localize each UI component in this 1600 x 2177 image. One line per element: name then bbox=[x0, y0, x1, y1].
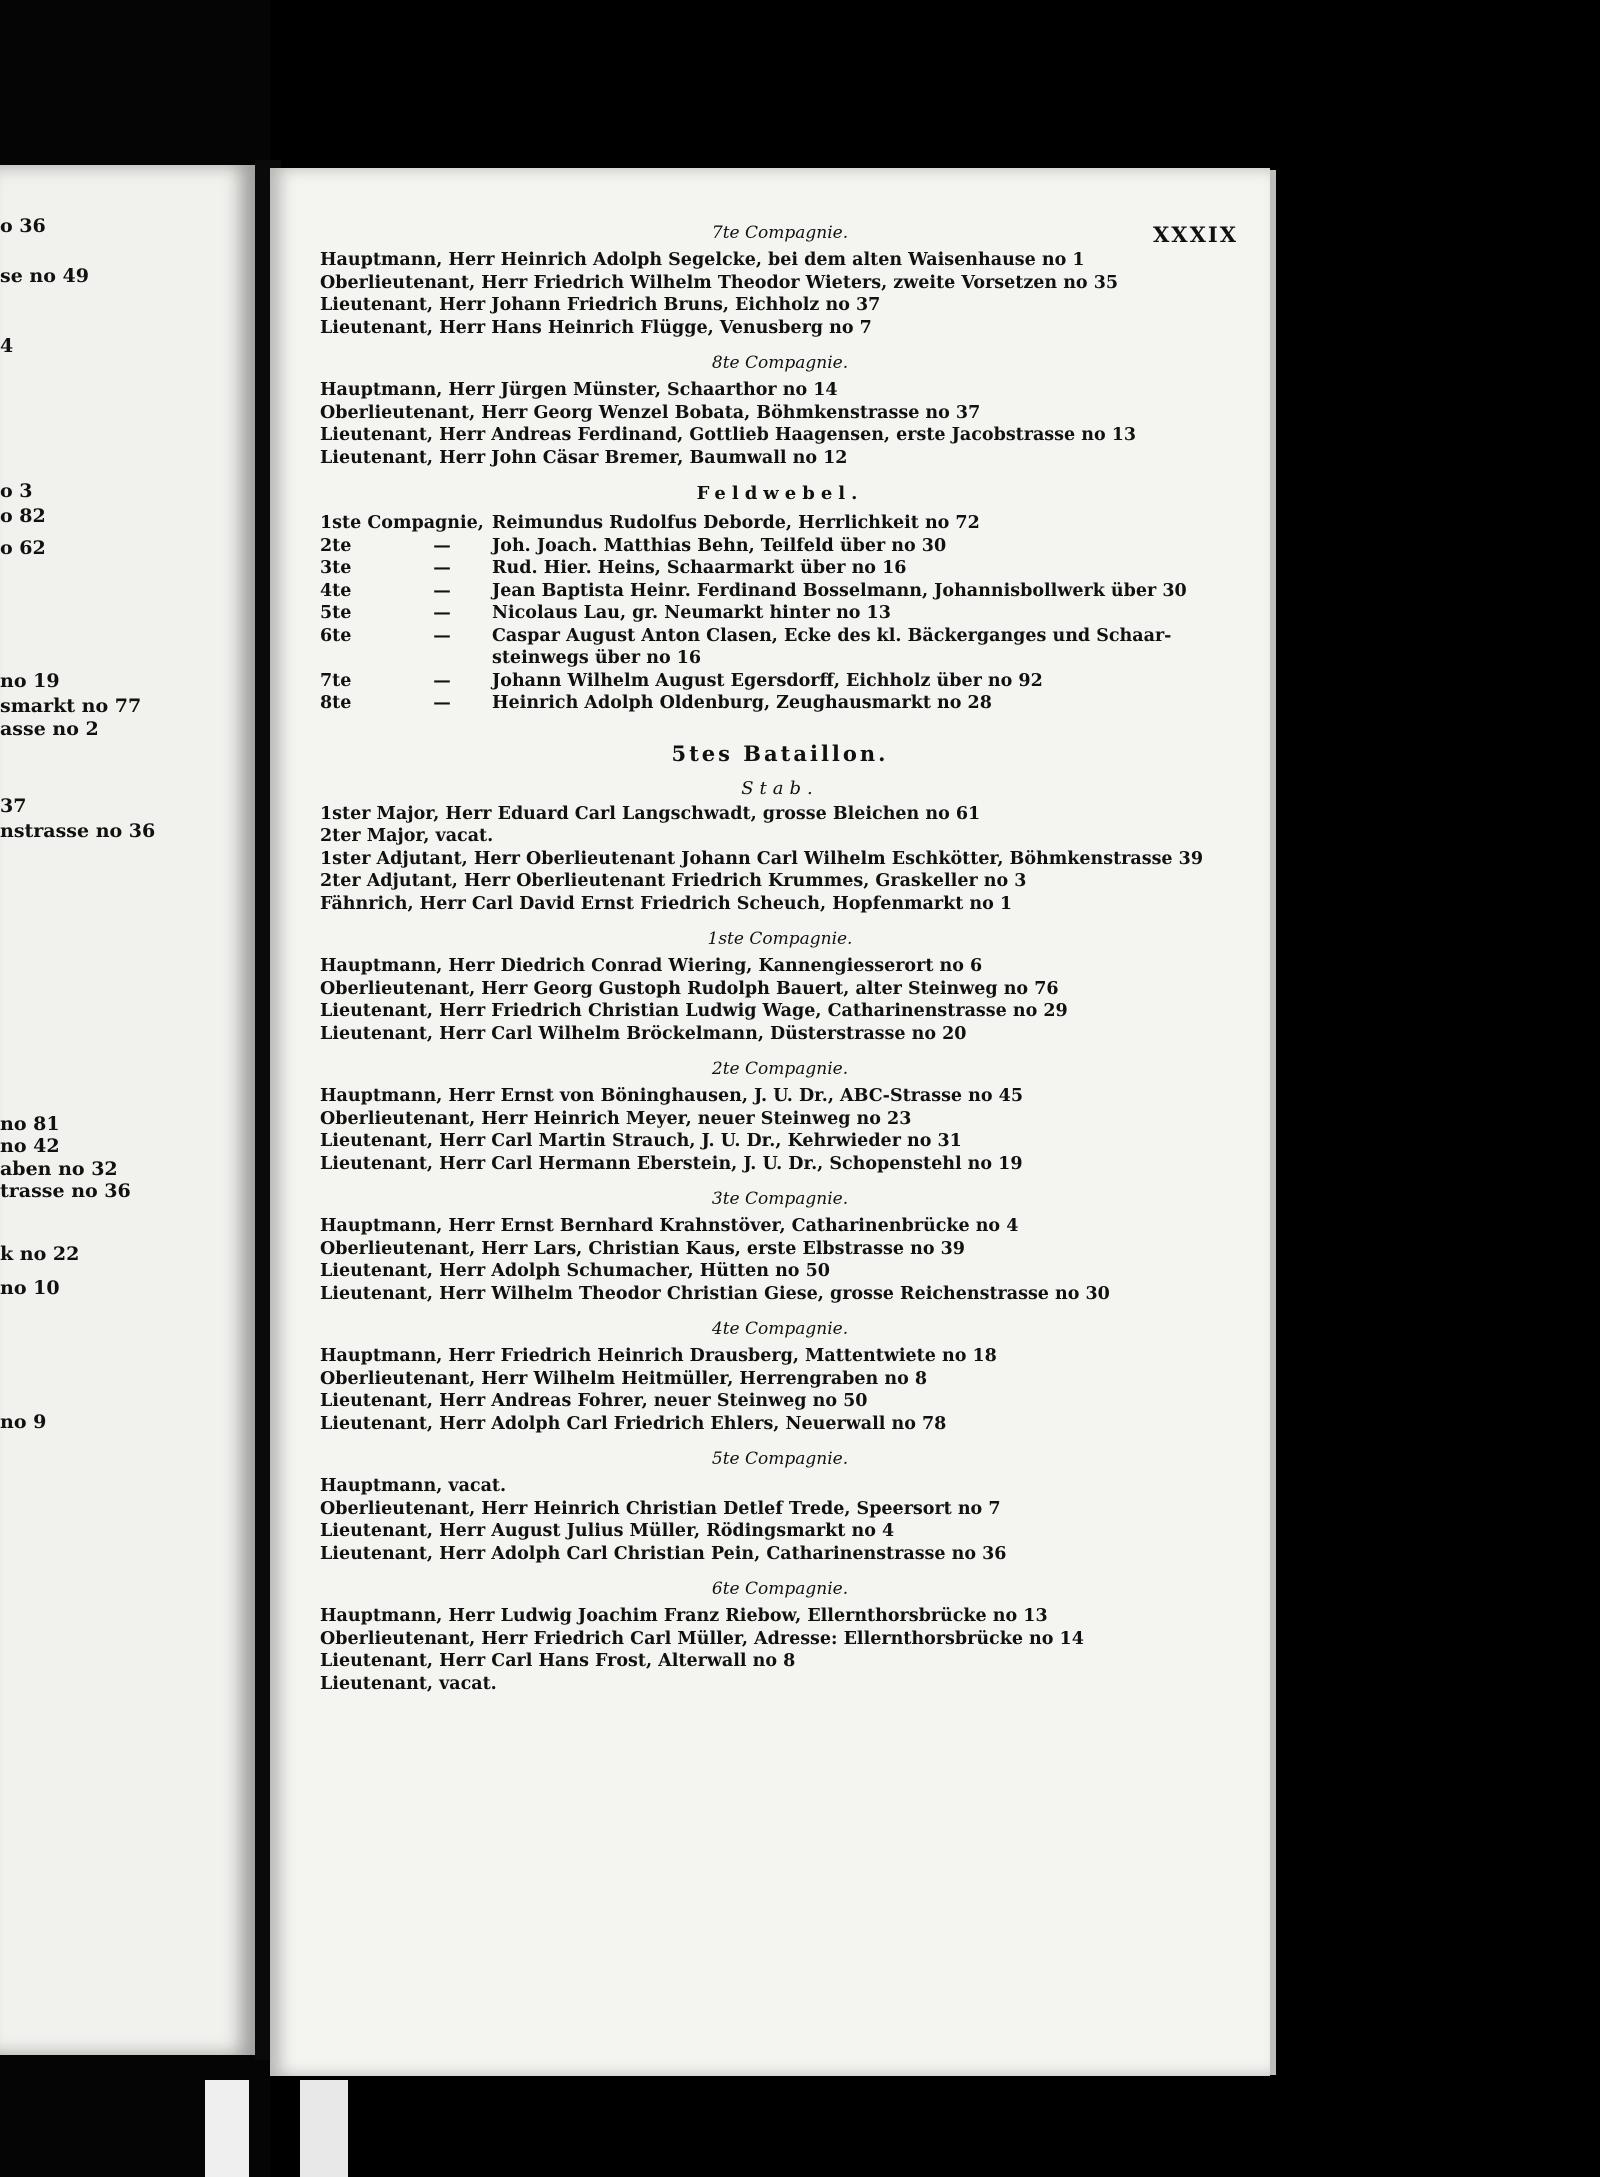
feldwebel-name: steinwegs über no 16 bbox=[492, 648, 702, 668]
officer-entry: Oberlieutenant, Herr Georg Wenzel Bobata, Böhmkenstrasse no 37 bbox=[320, 402, 981, 423]
company-section bbox=[320, 1579, 1240, 1695]
feldwebel-name: Caspar August Anton Clasen, Ecke des kl. Bäckerganges und Schaar- bbox=[492, 625, 1172, 646]
left-fragment: o 3 bbox=[0, 480, 33, 502]
feldwebel-row bbox=[320, 692, 1240, 715]
officer-entry: Lieutenant, Herr Carl Martin Strauch, J. U. Dr., Kehrwieder no 31 bbox=[320, 1131, 962, 1151]
section-title: 7te Compagnie. bbox=[711, 223, 849, 243]
company-section bbox=[320, 1189, 1240, 1305]
feldwebel-row bbox=[320, 670, 1240, 693]
officer-entry: Lieutenant, Herr John Cäsar Bremer, Baumwall no 12 bbox=[320, 447, 848, 468]
feldwebel-company: 4te bbox=[320, 580, 352, 601]
officer-entry: Oberlieutenant, Herr Friedrich Carl Müller, Adresse: Ellernthorsbrücke no 14 bbox=[320, 1628, 1084, 1649]
officer-entry: Lieutenant, Herr Andreas Fohrer, neuer Steinweg no 50 bbox=[320, 1391, 868, 1411]
officer-entry: 2ter Major, vacat. bbox=[320, 826, 494, 846]
officer-entry: Oberlieutenant, Herr Lars, Christian Kaus, erste Elbstrasse no 39 bbox=[320, 1238, 965, 1259]
feldwebel-company: 1ste Compagnie, bbox=[320, 513, 484, 533]
left-fragment: nstrasse no 36 bbox=[0, 820, 156, 842]
left-fragment: 4 bbox=[0, 335, 14, 357]
officer-entry: Oberlieutenant, Herr Georg Gustoph Rudolph Bauert, alter Steinweg no 76 bbox=[320, 978, 1059, 999]
section-title: 1ste Compagnie. bbox=[707, 929, 853, 949]
officer-entry: Oberlieutenant, Herr Friedrich Wilhelm Theodor Wieters, zweite Vorsetzen no 35 bbox=[320, 272, 1119, 293]
section-title: 4te Compagnie. bbox=[711, 1319, 849, 1339]
left-fragment: 37 bbox=[0, 795, 27, 817]
officer-entry: Hauptmann, Herr Heinrich Adolph Segelcke, bei dem alten Waisenhause no 1 bbox=[320, 250, 1085, 270]
section-title: 6te Compagnie. bbox=[711, 1579, 849, 1599]
stab-title: Stab. bbox=[741, 777, 819, 799]
officer-entry: Lieutenant, Herr Carl Hermann Eberstein, J. U. Dr., Schopenstehl no 19 bbox=[320, 1153, 1023, 1174]
bookmark-ribbon bbox=[300, 2080, 348, 2177]
battalion-title: 5tes Bataillon. bbox=[671, 740, 889, 766]
left-fragment: o 62 bbox=[0, 537, 46, 559]
feldwebel-name: Heinrich Adolph Oldenburg, Zeughausmarkt no 28 bbox=[492, 693, 992, 713]
officer-entry: Lieutenant, Herr Johann Friedrich Bruns, Eichholz no 37 bbox=[320, 295, 881, 315]
officer-entry: Hauptmann, Herr Ernst Bernhard Krahnstöver, Catharinenbrücke no 4 bbox=[320, 1216, 1019, 1236]
bookmark-ribbon bbox=[205, 2080, 249, 2177]
stab-section bbox=[320, 778, 1240, 916]
company-section bbox=[320, 1449, 1240, 1565]
company-section bbox=[320, 1319, 1240, 1435]
officer-entry: Oberlieutenant, Herr Wilhelm Heitmüller, Herrengraben no 8 bbox=[320, 1368, 928, 1389]
feldwebel-name: Joh. Joach. Matthias Behn, Teilfeld über no 30 bbox=[492, 535, 947, 556]
feldwebel-dash: — bbox=[433, 580, 451, 601]
feldwebel-row bbox=[320, 625, 1240, 648]
feldwebel-company: 3te bbox=[320, 558, 352, 578]
officer-entry: Lieutenant, Herr Carl Hans Frost, Alterwall no 8 bbox=[320, 1651, 796, 1671]
left-fragment: aben no 32 bbox=[0, 1158, 118, 1180]
left-fragment: smarkt no 77 bbox=[0, 695, 142, 717]
page-number: XXXIX bbox=[1153, 222, 1238, 247]
left-fragment: trasse no 36 bbox=[0, 1180, 131, 1202]
left-fragment: o 82 bbox=[0, 505, 46, 527]
feldwebel-dash: — bbox=[433, 535, 451, 556]
feldwebel-name: Reimundus Rudolfus Deborde, Herrlichkeit no 72 bbox=[491, 513, 980, 533]
officer-entry: Hauptmann, Herr Jürgen Münster, Schaarthor no 14 bbox=[320, 380, 838, 400]
feldwebel-company: 7te bbox=[320, 670, 352, 691]
feldwebel-section bbox=[320, 483, 1240, 715]
section-title: 5te Compagnie. bbox=[711, 1449, 849, 1469]
left-fragment: no 9 bbox=[0, 1411, 47, 1433]
officer-entry: Lieutenant, Herr Wilhelm Theodor Christian Giese, grosse Reichenstrasse no 30 bbox=[320, 1283, 1110, 1304]
officer-entry: Lieutenant, Herr Andreas Ferdinand, Gottlieb Haagensen, erste Jacobstrasse no 13 bbox=[320, 425, 1137, 445]
feldwebel-name: Johann Wilhelm August Egersdorff, Eichholz über no 92 bbox=[492, 670, 1043, 691]
officer-entry: Hauptmann, Herr Diedrich Conrad Wiering, Kannengiesserort no 6 bbox=[320, 956, 983, 976]
feldwebel-row bbox=[320, 602, 1240, 625]
feldwebel-row bbox=[320, 512, 1240, 535]
officer-entry: Lieutenant, Herr Adolph Carl Friedrich Ehlers, Neuerwall no 78 bbox=[320, 1413, 947, 1434]
left-page bbox=[0, 165, 255, 2055]
left-fragment: o 36 bbox=[0, 215, 46, 237]
feldwebel-company: 2te bbox=[320, 535, 352, 556]
feldwebel-dash: — bbox=[433, 603, 451, 623]
feldwebel-dash: — bbox=[433, 693, 451, 713]
feldwebel-name: Jean Baptista Heinr. Ferdinand Bosselmann, Johannisbollwerk über 30 bbox=[492, 580, 1187, 601]
left-fragment: no 10 bbox=[0, 1277, 60, 1299]
officer-entry: 2ter Adjutant, Herr Oberlieutenant Friedrich Krummes, Graskeller no 3 bbox=[320, 871, 1027, 891]
left-fragment: no 42 bbox=[0, 1135, 60, 1157]
officer-entry: 1ster Major, Herr Eduard Carl Langschwadt, grosse Bleichen no 61 bbox=[320, 803, 981, 824]
feldwebel-dash: — bbox=[433, 625, 451, 646]
section-title: 8te Compagnie. bbox=[711, 353, 849, 373]
feldwebel-company: 5te bbox=[320, 603, 352, 623]
feldwebel-row bbox=[320, 535, 1240, 558]
right-page bbox=[270, 168, 1270, 2076]
left-fragment: k no 22 bbox=[0, 1243, 80, 1265]
officer-entry: Lieutenant, Herr Adolph Carl Christian Pein, Catharinenstrasse no 36 bbox=[320, 1543, 1007, 1564]
left-fragment: se no 49 bbox=[0, 265, 89, 287]
left-fragment: no 81 bbox=[0, 1113, 60, 1135]
officer-entry: Oberlieutenant, Herr Heinrich Meyer, neuer Steinweg no 23 bbox=[320, 1108, 912, 1129]
feldwebel-title: Feldwebel. bbox=[696, 483, 864, 504]
officer-entry: Oberlieutenant, Herr Heinrich Christian Detlef Trede, Speersort no 7 bbox=[320, 1498, 1001, 1519]
officer-entry: 1ster Adjutant, Herr Oberlieutenant Johann Carl Wilhelm Eschkötter, Böhmkenstrasse 39 bbox=[320, 848, 1204, 869]
feldwebel-dash: — bbox=[433, 670, 451, 691]
officer-entry: Lieutenant, Herr Adolph Schumacher, Hütten no 50 bbox=[320, 1261, 830, 1281]
officer-entry: Lieutenant, Herr Hans Heinrich Flügge, Venusberg no 7 bbox=[320, 317, 872, 338]
officer-entry: Hauptmann, vacat. bbox=[320, 1476, 507, 1496]
left-fragment: asse no 2 bbox=[0, 718, 99, 740]
officer-entry: Lieutenant, vacat. bbox=[320, 1673, 497, 1694]
feldwebel-company: 8te bbox=[320, 693, 352, 713]
feldwebel-dash: — bbox=[433, 558, 451, 578]
feldwebel-row bbox=[320, 580, 1240, 603]
officer-entry: Lieutenant, Herr August Julius Müller, Rödingsmarkt no 4 bbox=[320, 1521, 895, 1541]
section-title: 3te Compagnie. bbox=[711, 1189, 849, 1209]
feldwebel-name: Rud. Hier. Heins, Schaarmarkt über no 16 bbox=[492, 558, 907, 578]
officer-entry: Lieutenant, Herr Friedrich Christian Ludwig Wage, Catharinenstrasse no 29 bbox=[320, 1001, 1068, 1021]
company-section bbox=[320, 353, 1240, 469]
feldwebel-name: Nicolaus Lau, gr. Neumarkt hinter no 13 bbox=[492, 603, 891, 623]
feldwebel-company: 6te bbox=[320, 625, 352, 646]
feldwebel-row bbox=[320, 557, 1240, 580]
officer-entry: Hauptmann, Herr Ernst von Böninghausen, J. U. Dr., ABC-Strasse no 45 bbox=[320, 1086, 1023, 1106]
officer-entry: Lieutenant, Herr Carl Wilhelm Bröckelmann, Düsterstrasse no 20 bbox=[320, 1023, 967, 1044]
company-section bbox=[320, 929, 1240, 1045]
company-section bbox=[320, 223, 1240, 339]
page-content bbox=[320, 223, 1240, 1709]
officer-entry: Hauptmann, Herr Ludwig Joachim Franz Riebow, Ellernthorsbrücke no 13 bbox=[320, 1606, 1048, 1626]
officer-entry: Fähnrich, Herr Carl David Ernst Friedrich Scheuch, Hopfenmarkt no 1 bbox=[320, 893, 1013, 914]
feldwebel-row-continuation bbox=[320, 647, 1240, 670]
company-section bbox=[320, 1059, 1240, 1175]
left-fragment: no 19 bbox=[0, 670, 60, 692]
section-title: 2te Compagnie. bbox=[711, 1059, 849, 1079]
officer-entry: Hauptmann, Herr Friedrich Heinrich Drausberg, Mattentwiete no 18 bbox=[320, 1346, 997, 1366]
